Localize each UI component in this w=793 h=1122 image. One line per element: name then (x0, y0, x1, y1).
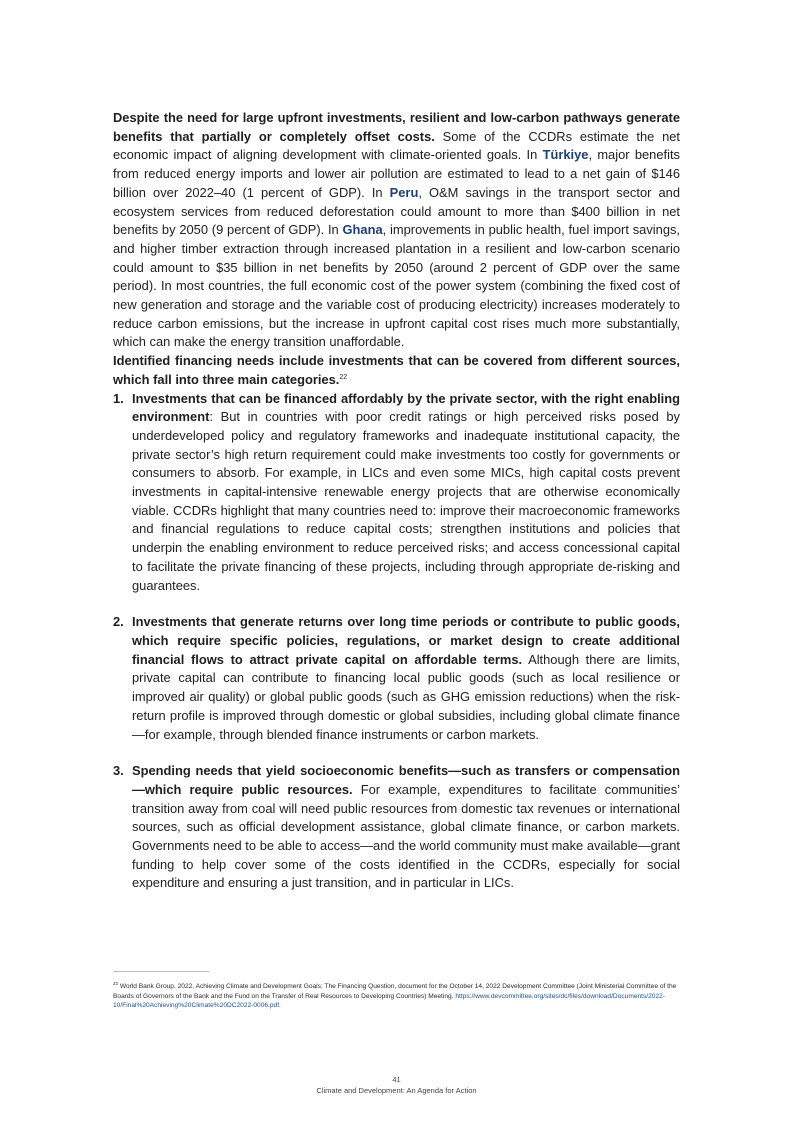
paragraph-lead: Identified financing needs include investments that can be covered from different sources, which fall into three main categories. (113, 353, 680, 387)
footnote-number: 22 (113, 981, 119, 986)
list-item-number: 2. (113, 614, 124, 630)
list-item-number: 1. (113, 390, 124, 406)
list-item-text: Investments that generate returns over long time periods or contribute to public goods, which require specific policies, regulations, or market design to create additional financial flows to attract private capital on affordable terms. Although there are limits, private capital can contribute to financing local public goods (such as local resilience or improved air quality) or global public goods (such as GHG emission reductions) when the risk-return profile is improved through domestic or global subsidies, including global climate finance—for example, through blended finance instruments or carbon markets. (132, 614, 680, 742)
page-number: 41 (392, 1075, 401, 1084)
list-item-number: 3. (113, 763, 124, 779)
list-item (113, 613, 680, 744)
list-item-text: Investments that can be financed affordably by the private sector, with the right enabling environment: But in countries with poor credit ratings or high perceived risks posed by underdeveloped policy and regulatory frameworks and inadequate institutional capacity, the private sector’s high return requirement could make investments too costly for governments or consumers to absorb. For example, in LICs and even some MICs, high capital costs prevent investments in capital-intensive renewable energy projects that are otherwise economically viable. CCDRs highlight that many countries need to: improve their macroeconomic frameworks and financial regulations to reduce capital costs; strengthen institutions and policies that underpin the enabling environment to reduce perceived risks; and access concessional capital to facilitate the private financing of these projects, including through appropriate de-risking and guarantees. (132, 390, 680, 593)
country-peru: Peru (389, 184, 419, 200)
paragraph-financing-needs (113, 352, 680, 389)
list-item (113, 762, 680, 893)
paragraph-net-benefits: Despite the need for large upfront investments, resilient and low-carbon pathways generate benefits that partially or completely offset costs. Some of the CCDRs estimate the net economic impact of aligning development with climate-oriented goals. In Türkiye, major benefits from reduced energy imports and lower air pollution are estimated to lead to a net gain of $146 billion over 2022–40 (1 percent of GDP). In Peru, O&M savings in the transport sector and ecosystem services from reduced deforestation could amount to more than $400 billion in net benefits by 2050 (9 percent of GDP). In Ghana, improvements in public health, fuel import savings, and higher timber extraction through increased plantation in a resilient and low-carbon scenario could amount to $35 billion in net benefits by 2050 (around 2 percent of GDP over the same period). In most countries, the full economic cost of the power system (combining the fixed cost of new generation and storage and the variable cost of producing electricity) increases moderately to reduce carbon emissions, but the increase in upfront capital cost rises much more substantially, which can make the energy transition unaffordable. (113, 110, 681, 350)
list-item (113, 390, 680, 596)
category-list (113, 390, 680, 894)
footnote-ref[interactable]: 22 (339, 373, 348, 381)
paragraph-lead: Despite the need for large upfront investments, resilient and low-carbon pathways generate benefits that partially or completely offset costs. (113, 110, 680, 144)
footnote-link[interactable]: https://www.devcommittee.org/sites/dc/files/download/Documents/2022-10/Final%20Achieving%20Climate%20DC2022-0006.pdf (113, 992, 665, 1010)
main-content (113, 109, 680, 911)
country-ghana: Ghana (342, 222, 383, 238)
running-footer: Climate and Development: An Agenda for Action (316, 1086, 477, 1095)
footnote: $^{22}$ World Bank Group. 2022. Achieving Climate and Development Goals: The Financing Question, document for the October 14, 2022 Development Committee (Joint Ministerial Committee of the Boards of Governors of the Bank and the Fund on the Transfer of Real Resources to Developing Countries) Meeting. https://www.devcommittee.org/sites/dc/files/download/Documents/2022-10/Final%20Achieving%20Climate%20DC2022-0006.pdf. (113, 981, 677, 1010)
footnote-divider (113, 971, 209, 972)
country-turkiye: Türkiye (542, 147, 589, 163)
list-item-text: Spending needs that yield socioeconomic benefits—such as transfers or compensation—which require public resources. For example, expenditures to facilitate communities’ transition away from coal will need public resources from domestic tax revenues or international sources, such as official development assistance, global climate finance, or carbon markets. Governments need to be able to access—and the world community must make available—grant funding to help cover some of the costs identified in the CCDRs, especially for social expenditure and ensuring a just transition, and in particular in LICs. (132, 763, 681, 891)
